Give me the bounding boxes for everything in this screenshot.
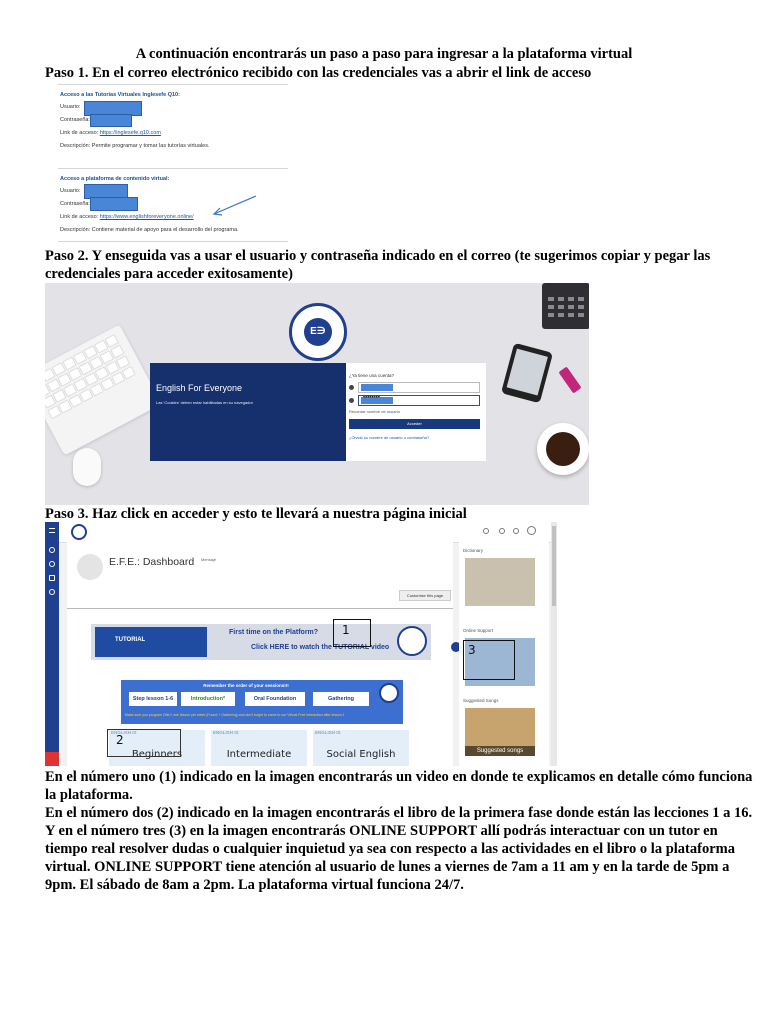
book-social-english[interactable] <box>313 730 409 766</box>
email-block2-link-label: Link de acceso: <box>60 214 99 220</box>
step-2-text-line2: credenciales para acceder exitosamente) <box>45 266 293 282</box>
explanation-line: virtual. ONLINE SUPPORT tiene atención al usuario de lunes a viernes de 7am a 11 am y en la tarde de 5pm a <box>45 859 730 875</box>
bell-icon[interactable] <box>499 528 505 534</box>
login-brand-panel <box>150 363 346 461</box>
book-intermediate[interactable] <box>211 730 307 766</box>
scrollbar[interactable] <box>551 522 557 766</box>
redacted-password <box>90 197 138 211</box>
marker-3: 3 <box>463 640 515 680</box>
tutorial-image <box>95 627 207 657</box>
session-pill: Oral Foundation <box>245 692 305 706</box>
tutorial-heading: First time on the Platform? <box>229 629 319 636</box>
user-avatar-icon[interactable] <box>527 526 536 535</box>
username-input[interactable] <box>358 382 480 393</box>
email-block1-title: Acceso a las Tutorías Virtuales Inglesefe Q10: <box>60 92 180 98</box>
explanation-line: En el número dos (2) indicado en la imagen encontrarás el libro de la primera fase donde están las lecciones 1 a 16. <box>45 805 753 821</box>
nav-icon[interactable] <box>49 547 55 553</box>
lock-icon <box>349 398 354 403</box>
marker-1: 1 <box>333 619 371 647</box>
dictionary-image[interactable] <box>465 558 535 606</box>
left-sidebar <box>45 522 59 766</box>
menu-icon[interactable] <box>49 528 55 533</box>
block-header-online-support: Online Support <box>463 628 494 633</box>
block-header-dictionary: Dictionary <box>463 548 484 553</box>
coffee-cup-image <box>537 423 589 475</box>
session-pill: Gathering <box>313 692 369 706</box>
login-form-panel <box>346 363 486 461</box>
efe-logo-icon <box>379 683 399 703</box>
password-input[interactable] <box>358 395 480 406</box>
efe-logo-icon <box>397 626 427 656</box>
step-1-text: Paso 1. En el correo electrónico recibido con las credenciales vas a abrir el link de acceso <box>45 65 592 81</box>
step-2-text-line1: Paso 2. Y enseguida vas a usar el usuario y contraseña indicado en el correo (te sugerimos copiar y pegar las <box>45 248 711 264</box>
email-block2-link <box>60 214 194 220</box>
email-block2-desc <box>60 227 239 233</box>
dashboard-screenshot <box>45 522 557 766</box>
email-block2-user-label: Usuario: <box>60 188 81 194</box>
nav-icon[interactable] <box>49 561 55 567</box>
book-label: Intermediate <box>226 749 292 760</box>
nav-icon[interactable] <box>49 589 55 595</box>
usb-image <box>558 366 581 393</box>
mouse-image <box>73 448 101 486</box>
login-brand-title: English For Everyone <box>156 383 243 393</box>
tutorial-cta: Click HERE to watch the TUTORIAL video <box>251 644 390 651</box>
account-question: ¿Ya tiene una cuenta? <box>349 373 394 378</box>
page-title: E.F.E.: Dashboard <box>109 556 195 568</box>
pointer-arrow-icon <box>208 194 258 218</box>
cookies-notice: Las 'Cookies' deben estar habilitadas en su navegador <box>156 400 253 405</box>
globe-icon[interactable] <box>483 528 489 534</box>
email-block1-desc-label: Descripción: <box>60 143 91 149</box>
right-blocks <box>459 542 549 766</box>
message-link[interactable]: Mensaje <box>201 557 217 562</box>
tutorial-banner[interactable] <box>91 624 431 660</box>
block-header-suggested-songs: Suggested Songs <box>463 698 499 703</box>
explanation-line: En el número uno (1) indicado en la imagen encontrarás un video en donde te explicamos en detalle cómo funciona <box>45 769 753 785</box>
user-icon <box>349 385 354 390</box>
chat-icon[interactable] <box>513 528 519 534</box>
top-navbar <box>45 522 557 543</box>
english-for-everyone-logo <box>289 303 347 361</box>
divider <box>58 168 288 169</box>
book-bg-text: ENGLISH IS <box>213 730 239 735</box>
calculator-image <box>542 283 589 329</box>
divider <box>58 84 288 85</box>
book-bg-text: ENGLISH IS <box>111 730 137 735</box>
explanation-line: 9pm. El sábado de 8am a 2pm. La plataforma virtual funciona 24/7. <box>45 877 464 893</box>
book-label: Beginners <box>131 749 183 760</box>
logo-mark: E∋ <box>304 318 332 346</box>
session-note: Make sure you program ONLY one lesson per week (Found + Gathering) and don't forget to come to our Virtual Free Interaction after lesson 1 <box>125 713 345 717</box>
customise-page-button[interactable]: Customise this page <box>399 590 451 601</box>
email-block2-title: Acceso a plataforma de contenido virtual: <box>60 176 170 182</box>
marker-2: 2 <box>107 729 181 757</box>
email-block2-desc-label: Descripción: <box>60 227 91 233</box>
keyboard-image <box>45 324 162 455</box>
book-label: Social English <box>326 749 396 760</box>
suggested-songs-image[interactable] <box>465 708 535 756</box>
help-icon[interactable] <box>45 752 59 766</box>
email-block1-desc-text: Permite programar y tomar las tutorías virtuales. <box>91 143 210 149</box>
session-pill: Introduction* <box>181 692 235 706</box>
main-content <box>67 542 453 766</box>
redacted-password <box>90 114 132 127</box>
email-block2-pass-label: Contraseña: <box>60 201 90 207</box>
session-pill: Step lesson 1-6 <box>129 692 177 706</box>
document-title: A continuación encontrarás un paso a paso para ingresar a la plataforma virtual <box>135 46 633 62</box>
calendar-icon[interactable] <box>49 575 55 581</box>
reminder-text: Remember the order of your sessions!!! <box>203 683 289 688</box>
divider <box>58 241 288 242</box>
explanation-line: la plataforma. <box>45 787 133 803</box>
site-logo-icon[interactable] <box>71 524 87 540</box>
login-screenshot <box>45 283 589 505</box>
explanation-line: tiempo real resolver dudas o cualquier inquietud ya sea con respecto a las actividades en el libro o la plataforma <box>45 841 735 857</box>
redacted-username <box>361 384 393 391</box>
scrollbar-thumb[interactable] <box>552 526 556 606</box>
email-block1-link <box>60 130 161 136</box>
password-mask: •••••••• <box>363 395 380 401</box>
email-block2-desc-text: Contiene material de apoyo para el desarrollo del programa. <box>91 227 239 233</box>
email-block2-url[interactable]: https://www.englishforeveryone.online/ <box>99 214 194 220</box>
tutorial-label: TUTORIAL <box>115 637 146 643</box>
email-block1-user-label: Usuario: <box>60 104 81 110</box>
phone-image <box>501 343 553 404</box>
email-block1-desc <box>60 143 209 149</box>
divider <box>67 608 453 609</box>
forgot-credentials-link[interactable]: ¿Olvidó su nombre de usuario o contraseña? <box>349 435 430 440</box>
suggested-songs-caption: Suggested songs <box>465 746 535 756</box>
login-button[interactable]: Acceder <box>349 419 480 429</box>
avatar <box>77 554 103 580</box>
email-block1-pass-label: Contraseña: <box>60 117 90 123</box>
book-bg-text: ENGLISH IS <box>315 730 341 735</box>
explanation-line: Y en el número tres (3) en la imagen encontrarás ONLINE SUPPORT allí podrás interactuar con un tutor en <box>45 823 718 839</box>
step-3-text: Paso 3. Haz click en acceder y esto te llevará a nuestra página inicial <box>45 506 467 522</box>
session-order-banner <box>121 680 403 724</box>
email-block1-link-label: Link de acceso: <box>60 130 99 136</box>
remember-username-checkbox[interactable]: Recordar nombre de usuario <box>349 409 400 414</box>
email-screenshot <box>58 84 288 242</box>
email-block1-url[interactable]: https://inglesefe.q10.com <box>99 130 161 136</box>
